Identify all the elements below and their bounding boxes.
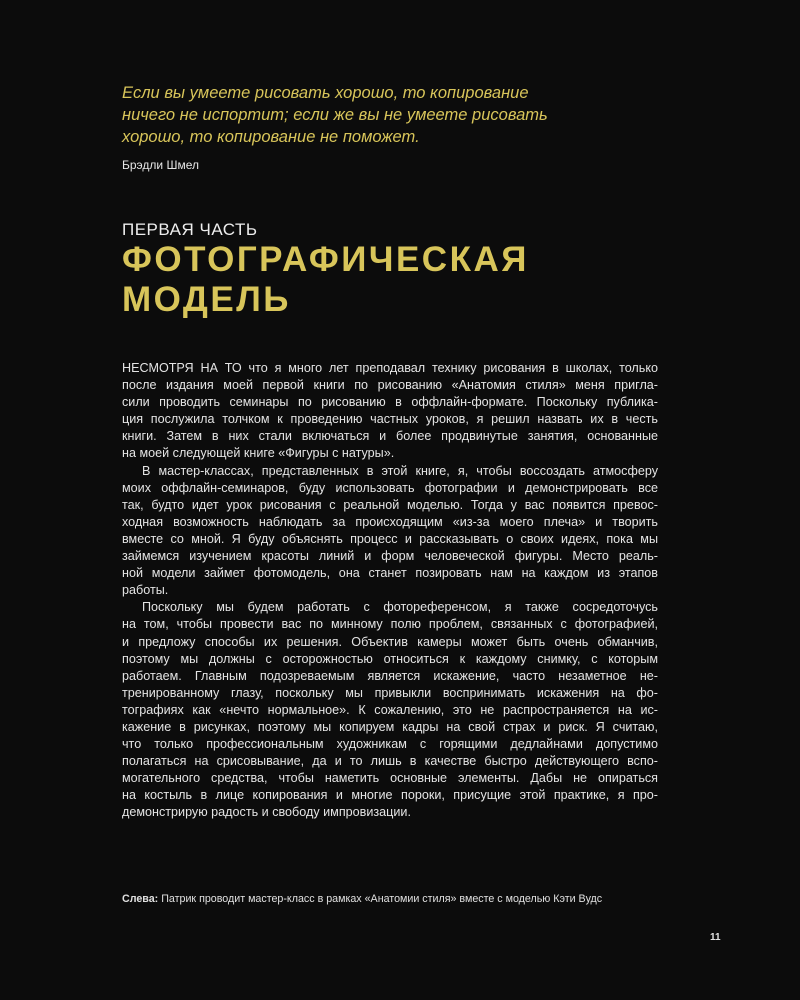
part-label: ПЕРВАЯ ЧАСТЬ bbox=[122, 220, 258, 239]
part-title-line: ФОТОГРАФИЧЕСКАЯ bbox=[122, 240, 529, 279]
page-number: 11 bbox=[710, 932, 721, 943]
epigraph-author: Брэдли Шмел bbox=[122, 158, 199, 172]
body-line: НЕСМОТРЯ НА ТО что я много лет преподавал технику рисования в школах, только bbox=[122, 361, 658, 375]
epigraph-quote bbox=[122, 82, 602, 148]
body-line: ходная возможность наблюдать за происходящим «из-за моего плеча» и творить bbox=[122, 514, 658, 529]
body-line: на костыль в лице копирования и многие пороки, присущие этой практике, я про- bbox=[122, 788, 658, 803]
body-text bbox=[122, 360, 658, 822]
epigraph-line: хорошо, то копирование не поможет. bbox=[122, 128, 420, 146]
body-line: на моей следующей книге «Фигуры с натуры». bbox=[122, 446, 395, 461]
body-line: тренированному глазу, поскольку мы привыкли воспринимать искажения на фо- bbox=[122, 685, 658, 700]
body-line: сили проводить семинары по рисованию в оффлайн-формате. Поскольку публика- bbox=[122, 395, 658, 410]
body-line: работаем. Главным подозреваемым является искажение, часто незаметное не- bbox=[122, 668, 658, 683]
caption-label: Слева: bbox=[122, 893, 159, 905]
body-line: моих оффлайн-семинаров, буду использовать фотографии и демонстрировать все bbox=[122, 480, 658, 495]
body-line: книги. Затем в них стали включаться и более продвинутые занятия, основанные bbox=[122, 429, 658, 444]
caption-text: Патрик проводит мастер-класс в рамках «Анатомии стиля» вместе с моделью Кэти Вудс bbox=[158, 893, 603, 905]
body-line: демонстрирую радость и свободу импровизации. bbox=[122, 805, 411, 820]
body-line: могательного средства, чтобы наметить основные элементы. Дабы не опираться bbox=[122, 771, 658, 786]
body-line: полагаться на срисовывание, да и то лишь в качестве быстро действующего вспо- bbox=[122, 754, 658, 769]
part-title bbox=[122, 240, 529, 320]
body-line: после издания моей первой книги по рисованию «Анатомия стиля» меня пригла- bbox=[122, 378, 658, 393]
body-line: кажение в рисунках, поэтому мы копируем кадры на свой страх и риск. Я считаю, bbox=[122, 719, 658, 734]
epigraph-line: Если вы умеете рисовать хорошо, то копирование bbox=[122, 84, 529, 102]
body-line: и предложу способы их решения. Объектив камеры может быть очень обманчив, bbox=[122, 634, 658, 649]
body-line: тографиях как «нечто нормальное». К сожалению, это не распространяется на ис- bbox=[122, 702, 658, 717]
part-title-line: МОДЕЛЬ bbox=[122, 280, 291, 319]
body-line: поэтому мы должны с осторожностью относиться к каждому снимку, с которым bbox=[122, 651, 658, 666]
body-line: вместе со мной. Я буду объяснять процесс и рассказывать о своих идеях, пока мы bbox=[122, 531, 658, 546]
figure-caption bbox=[122, 893, 602, 905]
body-line: ция послужила толчком к проведению частных уроков, я решил назвать их в честь bbox=[122, 412, 658, 427]
body-line: Поскольку мы будем работать с фотореференсом, я также сосредоточусь bbox=[142, 600, 658, 615]
body-line: на том, чтобы провести вас по минному полю проблем, связанных с фотографией, bbox=[122, 617, 658, 632]
body-line: работы. bbox=[122, 583, 169, 598]
body-line: ной модели займет фотомодель, она станет позировать нам на каждом из этапов bbox=[122, 566, 658, 581]
epigraph-line: ничего не испортит; если же вы не умеете рисовать bbox=[122, 106, 548, 124]
body-line: что только профессиональным художникам с горящими дедлайнами допустимо bbox=[122, 737, 658, 752]
body-line: займемся изучением красоты линий и форм человеческой фигуры. Место реаль- bbox=[122, 549, 658, 564]
body-line: так, будто идет урок рисования с реальной моделью. Тогда у вас появится превос- bbox=[122, 497, 658, 512]
body-line: В мастер-классах, представленных в этой книге, я, чтобы воссоздать атмосферу bbox=[142, 463, 658, 478]
